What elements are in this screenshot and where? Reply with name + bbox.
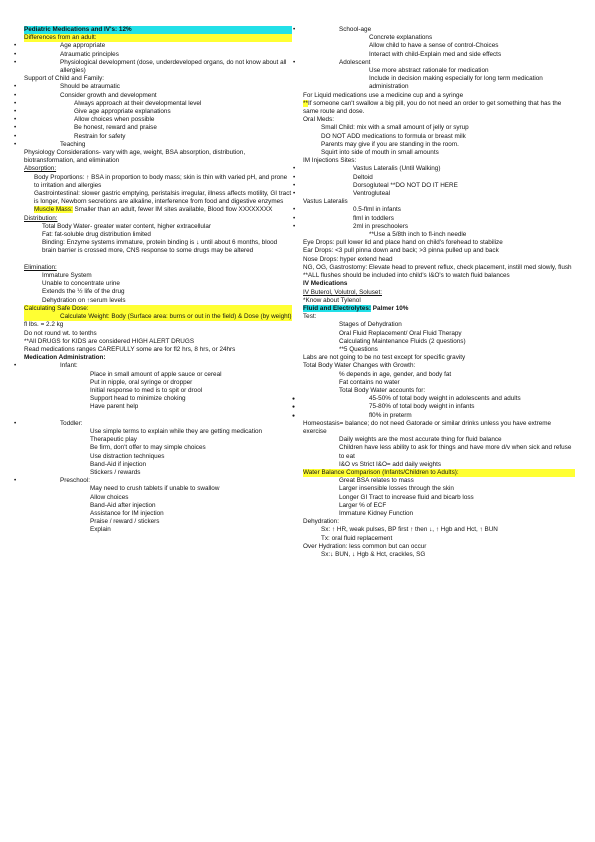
text-line xyxy=(24,313,292,321)
line-text: % depends in age, gender, and body fat xyxy=(339,370,452,378)
line-text: Calculate Weight: Body (Surface area: burns or out in the field) & Dose (by weight) xyxy=(60,313,292,321)
line-text: Labs are not going to be no test except for specific gravity xyxy=(303,354,466,362)
text-line xyxy=(303,51,575,59)
text-line xyxy=(24,288,292,296)
text-line xyxy=(303,297,575,305)
text-line xyxy=(303,174,575,182)
line-text: Use distraction techniques xyxy=(90,452,165,460)
line-text: Use more abstract rationale for medication xyxy=(369,67,489,75)
line-text: Physiology Considerations- vary with age, weight, BSA absorption, distribution, biotransformation, and elimination xyxy=(24,149,246,165)
text-line xyxy=(303,67,575,75)
text-line xyxy=(303,502,575,510)
line-text: Body Proportions: ↑ BSA in proportion to body mass; skin is thin with varied pH, and prone to irritation and allergies xyxy=(34,173,288,189)
text-line xyxy=(303,280,575,288)
line-text: Allow child to have a sense of control-Choices xyxy=(369,42,499,50)
text-line xyxy=(24,124,292,132)
text-line xyxy=(24,141,292,149)
line-text: Binding: Enzyme systems immature, protein binding is ↓ until about 6 months, blood brain barrier is crossed more, CNS response to some drugs may be altered xyxy=(42,239,278,255)
line-text: Absorption: xyxy=(24,165,57,173)
line-text: Elimination: xyxy=(24,263,57,271)
line-text: Have parent help xyxy=(90,403,139,411)
text-line xyxy=(303,321,575,329)
text-line xyxy=(303,346,575,354)
text-line xyxy=(303,133,575,141)
text-line xyxy=(24,469,292,477)
line-text: Include in decision making especially for long term medication administration xyxy=(369,75,543,91)
text-line xyxy=(303,403,575,411)
text-line xyxy=(303,387,575,395)
line-text: 2ml in preschoolers xyxy=(353,222,409,230)
line-text: Sx:↓ BUN, ↓ Hgb & Hct, crackles, SG xyxy=(321,551,426,558)
line-text: Ear Drops: <3 pull pinna down and back; >3 pinna pulled up and back xyxy=(303,247,499,255)
left-column xyxy=(24,26,292,535)
line-text: May need to crush tablets if unable to swallow xyxy=(90,485,220,493)
line-text: For Liquid medications use a medicine cup and a syringe xyxy=(303,91,464,99)
text-line xyxy=(303,165,575,173)
line-text: Support head to minimize choking xyxy=(90,395,186,403)
text-line xyxy=(24,371,292,379)
text-line xyxy=(24,231,292,239)
text-line xyxy=(303,231,575,239)
line-text: Infant: xyxy=(60,362,78,370)
text-line xyxy=(303,289,575,297)
text-line xyxy=(303,42,575,50)
line-text: Do not round wt. to tenths xyxy=(24,329,97,337)
line-text: Praise / reward / stickers xyxy=(90,518,160,526)
line-text: Smaller than an adult, fewer IM sites available, Blood flow XXXXXXXX xyxy=(72,206,273,214)
text-line xyxy=(24,165,292,173)
text-line xyxy=(24,387,292,395)
line-text: Tx: oral fluid replacement xyxy=(321,534,393,542)
text-line xyxy=(24,272,292,280)
text-line xyxy=(24,256,292,264)
text-line xyxy=(303,444,575,460)
text-line xyxy=(303,34,575,42)
line-text: Eye Drops: pull lower lid and place hand on child's forehead to stabilize xyxy=(303,239,503,247)
line-text: Toddler: xyxy=(60,419,83,427)
text-line xyxy=(24,526,292,534)
text-line xyxy=(303,313,575,321)
line-text: Oral Meds: xyxy=(303,116,335,124)
line-text: Therapeutic play xyxy=(90,436,137,444)
text-line xyxy=(303,149,575,157)
text-line xyxy=(24,26,292,34)
text-line xyxy=(24,305,292,313)
line-text: Nose Drops: hyper extend head xyxy=(303,255,393,263)
line-text: fl0% in preterm xyxy=(369,411,412,419)
text-line xyxy=(24,223,292,231)
highlighted-text: ** xyxy=(303,99,308,107)
line-text: Ventrogluteal xyxy=(353,190,391,198)
right-column xyxy=(303,26,575,559)
line-text: Gastrointestinal: slower gastric emptying, peristalsis irregular, illness affects motility, GI tract is longer, Newborn secretions are alkaline, interference from food and digestive enzymes xyxy=(34,190,292,206)
text-line xyxy=(303,477,575,485)
text-line xyxy=(24,42,292,50)
line-text: School-age xyxy=(339,26,372,33)
text-line xyxy=(303,526,575,534)
text-line xyxy=(303,198,575,206)
text-line xyxy=(303,272,575,280)
line-text: Assistance for IM injection xyxy=(90,509,164,517)
line-text: Teaching xyxy=(60,140,86,148)
line-text: Stickers / rewards xyxy=(90,468,141,476)
text-line xyxy=(24,321,292,329)
text-line xyxy=(303,124,575,132)
line-text: Stages of Dehydration xyxy=(339,321,402,329)
line-text: **All DRUGS for KIDS are considered HIGH ALERT DRUGS xyxy=(24,337,195,345)
line-text: Unable to concentrate urine xyxy=(42,280,120,288)
text-line xyxy=(303,26,575,34)
text-line xyxy=(303,395,575,403)
text-line xyxy=(303,518,575,526)
highlighted-text: Muscle Mass: xyxy=(34,206,73,214)
line-text: NG, OG, Gastrostomy: Elevate head to prevent reflux, check placement, instill med slowly, flush xyxy=(303,263,572,271)
line-text: IV Medications xyxy=(303,280,348,288)
line-text: IM Injections Sites: xyxy=(303,157,357,165)
line-text: Concrete explanations xyxy=(369,34,433,42)
line-text: 0.5-flml in infants xyxy=(353,206,401,214)
text-line xyxy=(24,518,292,526)
line-text: Place in small amount of apple sauce or cereal xyxy=(90,370,222,378)
text-line xyxy=(303,485,575,493)
line-text: If someone can't swallow a big pill, you do not need an order to get something that has the same route and dose. xyxy=(303,99,562,116)
line-text: Sx: ↑ HR, weak pulses, BP first ↑ then ↓, ↑ Hgb and Hct, ↑ BUN xyxy=(321,526,498,534)
text-line xyxy=(24,346,292,354)
line-text: Palmer 10% xyxy=(371,304,409,312)
text-line xyxy=(24,133,292,141)
line-text: fl lbs. = 2.2 kg xyxy=(24,321,64,329)
text-line xyxy=(24,420,292,428)
text-line xyxy=(303,461,575,469)
line-text: *Know about Tylenol xyxy=(303,296,361,304)
line-text: Explain xyxy=(90,526,111,534)
line-text: Should be atraumatic xyxy=(60,83,120,91)
line-text: Pediatric Medications and IV's: 12% xyxy=(24,26,132,33)
text-line xyxy=(303,116,575,124)
line-text: Extends the ½ life of the drug xyxy=(42,288,125,296)
text-line xyxy=(24,174,292,190)
line-text: Preschool: xyxy=(60,477,90,485)
line-text: Interact with child-Explain med and side effects xyxy=(369,50,502,58)
line-text: Fat: fat-soluble drug distribution limited xyxy=(42,231,151,239)
text-line xyxy=(24,59,292,75)
line-text: Dorsogluteal **DO NOT DO IT HERE xyxy=(353,181,458,189)
text-line xyxy=(24,297,292,305)
line-text: I&O vs Strict I&O= add daily weights xyxy=(339,460,442,468)
highlighted-text: Fluid and Electrolytes: xyxy=(303,304,372,312)
text-line xyxy=(24,461,292,469)
line-text: Differences from an adult: xyxy=(24,34,97,42)
line-text: Squirt into side of mouth in small amounts xyxy=(321,149,439,157)
text-line xyxy=(24,108,292,116)
text-line xyxy=(24,477,292,485)
line-text: Dehydration on ↑serum levels xyxy=(42,296,126,304)
line-text: Small Child: mix with a small amount of jelly or syrup xyxy=(321,124,469,132)
line-text: Immature System xyxy=(42,272,92,280)
text-line xyxy=(24,436,292,444)
text-line xyxy=(24,510,292,518)
line-text: Initial response to med is to spit or drool xyxy=(90,386,203,394)
text-line xyxy=(303,510,575,518)
text-line xyxy=(24,362,292,370)
line-text: Oral Fluid Replacement/ Oral Fluid Therapy xyxy=(339,329,462,337)
text-line xyxy=(24,403,292,411)
line-text: Always approach at their developmental level xyxy=(74,99,202,107)
text-line xyxy=(303,264,575,272)
line-text: Band-Aid if injection xyxy=(90,460,147,468)
line-text: Over Hydration: less common but can occur xyxy=(303,542,427,550)
line-text: Parents may give if you are standing in the room. xyxy=(321,140,459,148)
text-line xyxy=(303,75,575,91)
line-text: Dehydration: xyxy=(303,518,339,526)
text-line xyxy=(24,215,292,223)
text-line xyxy=(303,141,575,149)
line-text: IV Buterol, Volutrol, Soluset: xyxy=(303,288,382,296)
text-line xyxy=(24,453,292,461)
line-text: Larger % of ECF xyxy=(339,501,387,509)
line-text: flml in toddlers xyxy=(353,214,394,222)
text-line xyxy=(24,485,292,493)
text-line xyxy=(303,239,575,247)
text-line xyxy=(303,215,575,223)
text-line xyxy=(303,223,575,231)
text-line xyxy=(303,436,575,444)
text-line xyxy=(24,494,292,502)
text-line xyxy=(303,157,575,165)
text-line xyxy=(303,100,575,116)
line-text: 45-50% of total body weight in adolescents and adults xyxy=(369,395,521,403)
line-text: 75-80% of total body weight in infants xyxy=(369,403,475,411)
line-text: Water Balance Comparison (Infants/Children to Adults): xyxy=(303,468,459,476)
text-line xyxy=(303,551,575,559)
line-text: Vastus Lateralis (Until Walking) xyxy=(353,165,441,173)
line-text: Read medications ranges CAREFULLY some are for fl2 hrs, 8 hrs, or 24hrs xyxy=(24,345,236,353)
line-text: Great BSA relates to mass xyxy=(339,477,414,485)
line-text: Atraumatic principles xyxy=(60,50,119,58)
text-line xyxy=(303,338,575,346)
text-line xyxy=(303,92,575,100)
line-text: Give age appropriate explanations xyxy=(74,108,171,116)
text-line xyxy=(303,412,575,420)
text-line xyxy=(303,535,575,543)
line-text: Total Body Water- greater water content, higher extracellular xyxy=(42,222,212,230)
line-text: Band-Aid after injection xyxy=(90,501,156,509)
text-line xyxy=(303,494,575,502)
line-text: Consider growth and development xyxy=(60,91,157,99)
text-line xyxy=(303,420,575,436)
text-line xyxy=(303,59,575,67)
line-text: Fat contains no water xyxy=(339,378,400,386)
text-line xyxy=(24,412,292,420)
line-text: Daily weights are the most accurate thing for fluid balance xyxy=(339,436,502,444)
text-line xyxy=(24,34,292,42)
line-text: Test: xyxy=(303,313,317,321)
line-text: Physiological development (dose, underdeveloped organs, do not know about all allergies) xyxy=(60,58,287,75)
text-line xyxy=(24,51,292,59)
text-line xyxy=(24,428,292,436)
text-line xyxy=(24,239,292,255)
line-text: Use simple terms to explain while they are getting medication xyxy=(90,427,263,435)
line-text: Age appropriate xyxy=(60,42,106,50)
text-line xyxy=(303,469,575,477)
line-text: Total Body Water Changes with Growth: xyxy=(303,362,416,370)
text-line xyxy=(24,264,292,272)
text-line xyxy=(303,190,575,198)
line-text: Homeostasis= balance; do not need Gatorade or similar drinks unless you have extreme exercise xyxy=(303,419,552,435)
line-text: Larger insensible losses through the skin xyxy=(339,485,454,493)
text-line xyxy=(24,100,292,108)
line-text: Adolescent xyxy=(339,58,371,66)
text-line xyxy=(303,247,575,255)
line-text: DO NOT ADD medications to formula or breast milk xyxy=(321,132,466,140)
text-line xyxy=(303,543,575,551)
text-line xyxy=(303,206,575,214)
line-text: **5 Questions xyxy=(339,345,378,353)
line-text: Distribution: xyxy=(24,214,58,222)
line-text: Be firm, don't offer to may simple choices xyxy=(90,444,206,452)
text-line xyxy=(303,256,575,264)
text-line xyxy=(303,182,575,190)
text-line xyxy=(24,190,292,206)
line-text: **ALL flushes should be included into child's I&O's to watch fluid balances xyxy=(303,272,510,280)
text-line xyxy=(303,354,575,362)
line-text: Allow choices when possible xyxy=(74,116,155,124)
text-line xyxy=(303,305,575,313)
line-text: Put in nipple, oral syringe or dropper xyxy=(90,378,193,386)
text-line xyxy=(303,362,575,370)
line-text: Total Body Water accounts for: xyxy=(339,386,426,394)
line-text: Longer GI Tract to increase fluid and bicarb loss xyxy=(339,493,474,501)
line-text: Support of Child and Family: xyxy=(24,75,105,83)
text-line xyxy=(24,149,292,165)
text-line xyxy=(303,330,575,338)
text-line xyxy=(24,330,292,338)
line-text: Calculating Maintenance Fluids (2 questions) xyxy=(339,337,466,345)
text-line xyxy=(24,83,292,91)
line-text: Deltoid xyxy=(353,173,373,181)
line-text: Immature Kidney Function xyxy=(339,509,414,517)
line-text: Vastus Lateralis xyxy=(303,198,348,206)
line-text: **Use a 5/8th inch to fl-inch needle xyxy=(369,231,467,239)
text-line xyxy=(24,379,292,387)
line-text: Medication Administration: xyxy=(24,354,106,362)
text-line xyxy=(24,502,292,510)
line-text: Restrain for safety xyxy=(74,132,126,140)
text-line xyxy=(303,371,575,379)
line-text: Children have less ability to ask for things and have more d/v when sick and refuse to eat xyxy=(339,444,572,460)
text-line xyxy=(24,444,292,452)
line-text: Be honest, reward and praise xyxy=(74,124,157,132)
text-line xyxy=(303,379,575,387)
text-line xyxy=(24,116,292,124)
text-line xyxy=(24,354,292,362)
line-text: Calculating Safe Dose: xyxy=(24,304,89,312)
text-line xyxy=(24,395,292,403)
text-line xyxy=(24,92,292,100)
line-text: Allow choices xyxy=(90,493,129,501)
text-line xyxy=(24,75,292,83)
text-line xyxy=(24,206,292,214)
text-line xyxy=(24,338,292,346)
